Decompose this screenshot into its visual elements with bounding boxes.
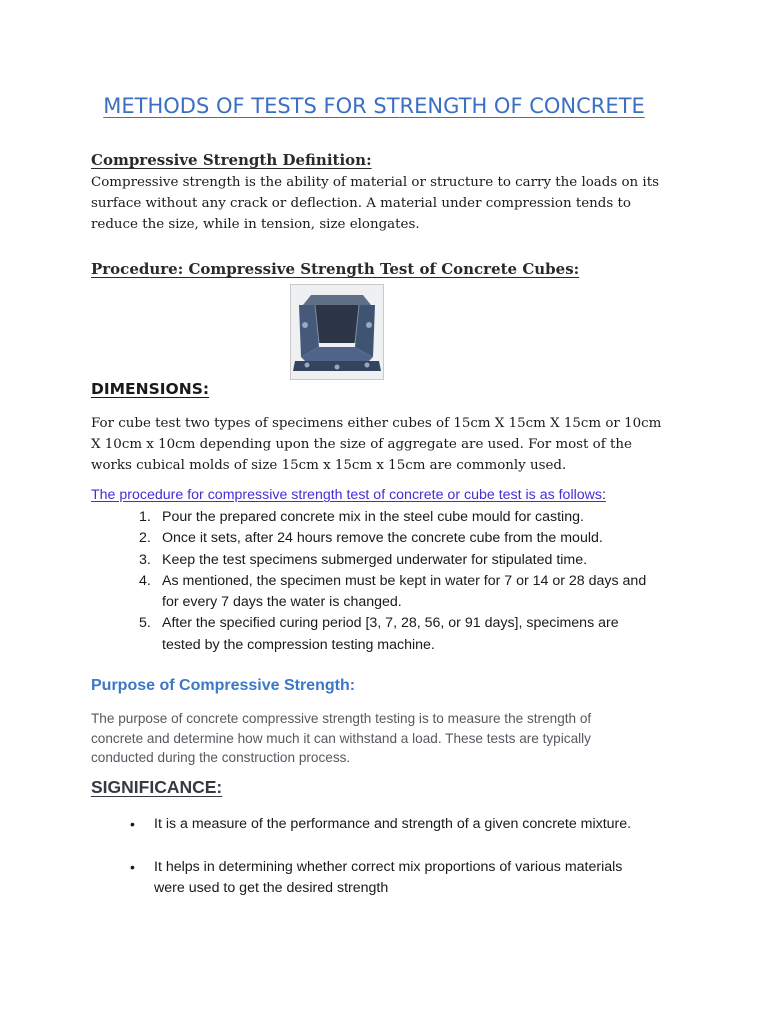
purpose-heading: Purpose of Compressive Strength:	[91, 677, 356, 694]
dimensions-line: For cube test two types of specimens either cubes of 15cm X 15cm X 15cm or 10cm	[91, 416, 662, 431]
bullet-icon: •	[130, 858, 135, 875]
bullet-icon: •	[130, 816, 135, 832]
step-line: for every 7 days the water is changed.	[162, 594, 402, 611]
definition-line: surface without any crack or deflection. A material under compression tends to	[91, 196, 631, 211]
step-number: 5.	[139, 615, 151, 632]
definition-paragraph	[91, 172, 681, 235]
significance-line: It helps in determining whether correct mix proportions of various materials	[154, 858, 623, 875]
step-line: tested by the compression testing machine.	[162, 636, 435, 653]
significance-line: It is a measure of the performance and strength of a given concrete mixture.	[154, 816, 632, 832]
purpose-line: The purpose of concrete compressive strength testing is to measure the strength of	[91, 711, 592, 726]
step-line: As mentioned, the specimen must be kept in water for 7 or 14 or 28 days and	[162, 572, 647, 589]
list-item	[136, 507, 681, 528]
dimensions-line: X 10cm x 10cm depending upon the size of aggregate are used. For most of the	[91, 437, 632, 452]
step-line: Pour the prepared concrete mix in the steel cube mould for casting.	[162, 509, 584, 525]
step-number: 2.	[139, 530, 151, 547]
procedure-link[interactable]: The procedure for compressive strength test of concrete or cube test is as follows	[91, 487, 602, 503]
list-item	[130, 857, 690, 900]
list-item	[136, 613, 681, 656]
list-item	[136, 528, 681, 549]
significance-heading: SIGNIFICANCE:	[91, 777, 223, 797]
purpose-line: conducted during the construction process.	[91, 750, 351, 765]
procedure-steps-list	[136, 507, 681, 656]
step-line: After the specified curing period [3, 7, 28, 56, or 91 days], specimens are	[162, 615, 619, 632]
step-number: 1.	[139, 509, 151, 525]
procedure-intro	[91, 487, 711, 503]
dimensions-heading: DIMENSIONS:	[91, 380, 210, 398]
procedure-heading: Procedure: Compressive Strength Test of Concrete Cubes:	[91, 260, 580, 278]
definition-heading: Compressive Strength Definition:	[91, 151, 372, 169]
significance-line: were used to get the desired strength	[154, 880, 389, 896]
definition-line: reduce the size, while in tension, size elongates.	[91, 217, 420, 232]
dimensions-paragraph	[91, 413, 681, 476]
step-line: Once it sets, after 24 hours remove the concrete cube from the mould.	[162, 530, 603, 547]
list-item	[130, 814, 690, 836]
purpose-paragraph	[91, 709, 681, 768]
procedure-intro-colon: :	[602, 487, 606, 503]
step-line: Keep the test specimens submerged underwater for stipulated time.	[162, 551, 588, 568]
purpose-line: concrete and determine how much it can withstand a load. These tests are typically	[91, 730, 591, 746]
list-item	[136, 550, 681, 571]
list-item	[136, 571, 681, 614]
definition-line: Compressive strength is the ability of material or structure to carry the loads on its	[91, 175, 659, 190]
page-title: METHODS OF TESTS FOR STRENGTH OF CONCRETE	[103, 94, 645, 118]
significance-list	[130, 814, 690, 921]
step-number: 3.	[139, 551, 151, 568]
steel-cube-mould-icon	[290, 284, 384, 380]
cube-mould-illustration	[291, 285, 383, 379]
step-number: 4.	[139, 572, 151, 589]
dimensions-line: works cubical molds of size 15cm x 15cm x 15cm are commonly used.	[91, 458, 567, 473]
